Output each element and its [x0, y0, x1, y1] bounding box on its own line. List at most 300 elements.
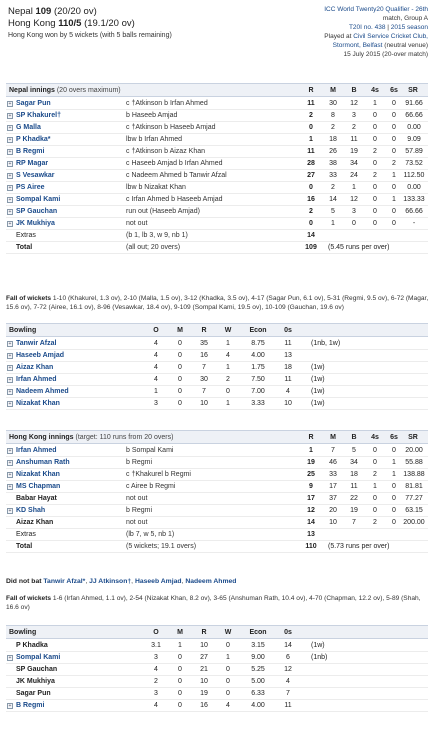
bowling-wickets: 0 [226, 642, 230, 649]
series-link[interactable]: ICC World Twenty20 Qualifier - 26th [324, 6, 428, 13]
dismissal: c †Atkinson b Aizaz Khan [126, 148, 205, 155]
expand-toggle-icon[interactable]: + [8, 101, 12, 107]
expand-toggle-icon[interactable]: + [8, 173, 12, 179]
batsman-name[interactable]: Irfan Ahmed [16, 447, 57, 454]
dismissal: lbw b Irfan Ahmed [126, 136, 183, 143]
batting-strike-rate: 66.66 [405, 112, 423, 119]
did-not-bat-player[interactable]: JJ Atkinson† [89, 578, 132, 585]
bowling-overs: 4 [154, 364, 158, 371]
dismissal: c †Atkinson b Irfan Ahmed [126, 100, 208, 107]
bowling-dots: 11 [284, 376, 292, 383]
batting-row [6, 493, 428, 505]
col-header-econ: Econ [249, 629, 267, 636]
venue-prefix: Played at [324, 33, 354, 40]
innings2-fow [6, 594, 430, 612]
batsman-name[interactable]: MS Chapman [16, 483, 61, 490]
bowling-overs: 3 [154, 690, 158, 697]
batting-sixes: 0 [392, 208, 396, 215]
bowling-dots: 7 [286, 690, 290, 697]
bowling-runs: 7 [202, 364, 206, 371]
bowling-economy: 9.00 [251, 654, 265, 661]
bowling-dots: 13 [284, 352, 292, 359]
expand-toggle-icon[interactable]: + [8, 221, 12, 227]
bowling-dots: 12 [284, 666, 292, 673]
bowling-economy: 8.75 [251, 340, 265, 347]
batting-minutes: 46 [329, 459, 337, 466]
batting-runs: 17 [307, 495, 315, 502]
bowler-name: P Khadka [16, 642, 48, 649]
batting-sixes: 1 [392, 172, 396, 179]
batsman-name[interactable]: G Malla [16, 124, 41, 131]
batting-runs: 11 [307, 148, 315, 155]
bowling-row [6, 398, 428, 410]
batting-row [6, 122, 428, 134]
expand-toggle-icon[interactable]: + [8, 460, 12, 466]
batting-balls: 19 [350, 148, 358, 155]
bowling-runs: 7 [202, 388, 206, 395]
col-header-0s: 0s [284, 327, 292, 334]
batting-balls: 11 [350, 136, 358, 143]
expand-toggle-icon[interactable]: + [8, 484, 12, 490]
bowling-row [6, 640, 428, 652]
col-header-m: M [177, 327, 183, 334]
bowling-economy: 3.15 [251, 642, 265, 649]
bowling-runs: 30 [200, 376, 208, 383]
expand-toggle-icon[interactable]: + [8, 703, 12, 709]
bowling-maidens: 0 [178, 364, 182, 371]
dismissal: run out (Haseeb Amjad) [126, 208, 200, 215]
col-header-m: M [330, 87, 336, 94]
batting-sixes: 2 [392, 160, 396, 167]
batting-balls: 3 [352, 112, 356, 119]
bowling-dots: 11 [284, 702, 292, 709]
dismissal: c †Atkinson b Haseeb Amjad [126, 124, 216, 131]
expand-toggle-icon[interactable]: + [8, 353, 12, 359]
batting-sixes: 0 [392, 447, 396, 454]
batting-sixes: 1 [392, 471, 396, 478]
fow-detail: 1-10 (Khakurel, 1.3 ov), 2-10 (Malla, 1.5 ov), 3-12 (Khadka, 3.5 ov), 4-17 (Sagar Pun, 6.1 ov), 5-31 (Regmi, 9.5 ov), 6-72 (Magar, 15.6 ov), 7-72 (Airee, 16.1 ov), 8-96 (Vesawkar, 18.4 ov), 9-109 (Sompal Kami, 19.5 ov), 10-109 (Gauchan, 19.6 ov) [6, 295, 429, 311]
bowling-runs: 35 [200, 340, 208, 347]
run-rate: (5.73 runs per over) [328, 543, 390, 550]
batting-fours: 0 [373, 136, 377, 143]
batting-minutes: 1 [331, 220, 335, 227]
total-value: 110 [305, 543, 317, 550]
innings2-header [6, 430, 428, 444]
bowling-maidens: 0 [178, 666, 182, 673]
bowler-name[interactable]: Haseeb Amjad [16, 352, 64, 359]
expand-toggle-icon[interactable]: + [8, 341, 12, 347]
bowling-row [6, 700, 428, 712]
col-header-r: R [201, 327, 207, 334]
bowling-economy: 4.00 [251, 702, 265, 709]
expand-toggle-icon[interactable]: + [8, 209, 12, 215]
bowling-extras: (1w) [311, 388, 325, 395]
batting-strike-rate: 77.27 [405, 495, 423, 502]
team2-overs: (19.1/20 ov) [84, 18, 135, 29]
bowling-overs: 1 [154, 388, 158, 395]
col-header-econ: Econ [249, 327, 267, 334]
batsman-name[interactable]: Nizakat Khan [16, 471, 60, 478]
batting-balls: 3 [352, 208, 356, 215]
separator: | [385, 24, 391, 31]
bowling-wickets: 0 [226, 678, 230, 685]
batsman-name[interactable]: JK Mukhiya [16, 220, 55, 227]
venue-link[interactable]: Civil Service Cricket Club, [353, 33, 428, 40]
batting-fours: 2 [373, 172, 377, 179]
expand-toggle-icon[interactable]: + [8, 137, 12, 143]
batting-fours: 1 [373, 100, 377, 107]
batting-fours: 2 [373, 519, 377, 526]
batsman-name[interactable]: RP Magar [16, 160, 49, 167]
batting-sixes: 0 [392, 136, 396, 143]
expand-toggle-icon[interactable]: + [8, 125, 12, 131]
bowling-economy: 4.00 [251, 352, 265, 359]
batting-row [6, 517, 428, 529]
batting-runs: 28 [307, 160, 315, 167]
team1-score-line [8, 6, 268, 18]
batsman-name[interactable]: SP Gauchan [16, 208, 58, 215]
match-header [8, 6, 268, 39]
batting-balls: 1 [352, 184, 356, 191]
dismissal: c Haseeb Amjad b Irfan Ahmed [126, 160, 223, 167]
bowling-dots: 4 [286, 678, 290, 685]
col-header-w: W [224, 629, 232, 636]
fow-label: Fall of wickets [6, 295, 52, 302]
innings1-header [6, 83, 428, 97]
team1-name: Nepal [8, 6, 33, 17]
bowler-name[interactable]: Nadeem Ahmed [16, 388, 69, 395]
batting-strike-rate: - [412, 220, 416, 227]
expand-toggle-icon[interactable]: + [8, 149, 12, 155]
team1-score: 109 [35, 6, 52, 17]
extras-label: Extras [16, 232, 36, 239]
run-rate: (5.45 runs per over) [328, 244, 390, 251]
bowling-row [6, 350, 428, 362]
did-not-bat-player[interactable]: Nadeem Ahmed [185, 578, 237, 585]
match-date: 15 July 2015 (20-over match) [343, 51, 428, 58]
batting-fours: 0 [373, 220, 377, 227]
batsman-name[interactable]: Anshuman Rath [16, 459, 70, 466]
bowling-row [6, 362, 428, 374]
batting-minutes: 18 [329, 136, 337, 143]
batting-minutes: 2 [331, 184, 335, 191]
batsman-name[interactable]: SP Khakurel† [16, 112, 62, 119]
batting-sixes: 0 [392, 519, 396, 526]
bowling-runs: 10 [200, 678, 208, 685]
bowling-maidens: 0 [178, 400, 182, 407]
batting-row [6, 134, 428, 146]
expand-toggle-icon[interactable]: + [8, 197, 12, 203]
bowling-economy: 3.33 [251, 400, 265, 407]
expand-toggle-icon[interactable]: + [8, 389, 12, 395]
bowling-economy: 7.00 [251, 388, 265, 395]
bowling-dots: 11 [284, 340, 292, 347]
batting-strike-rate: 91.66 [405, 100, 423, 107]
expand-toggle-icon[interactable]: + [8, 365, 12, 371]
batting-runs: 11 [307, 100, 315, 107]
batting-balls: 0 [352, 220, 356, 227]
col-header-sr: SR [408, 87, 418, 94]
bowling-maidens: 0 [178, 376, 182, 383]
expand-toggle-icon[interactable]: + [8, 113, 12, 119]
bowling-row [6, 652, 428, 664]
batsman-name: Babar Hayat [16, 495, 57, 502]
expand-toggle-icon[interactable]: + [8, 161, 12, 167]
batting-runs: 27 [307, 172, 315, 179]
dismissal: lbw b Nizakat Khan [126, 184, 186, 191]
bowling-maidens: 0 [178, 340, 182, 347]
batting-balls: 34 [350, 160, 358, 167]
bowling-dots: 14 [284, 642, 292, 649]
batting-strike-rate: 20.00 [405, 447, 423, 454]
bowling-economy: 6.33 [251, 690, 265, 697]
bowler-name[interactable]: B Regmi [16, 702, 45, 709]
season-link[interactable]: 2015 season [390, 24, 428, 31]
col-header-b: B [351, 87, 357, 94]
bowling-wickets: 1 [226, 364, 230, 371]
bowling-runs: 19 [200, 690, 208, 697]
match-number: match, Group A [382, 15, 428, 22]
batting-strike-rate: 112.50 [403, 172, 425, 179]
bowling-extras: (1nb) [311, 654, 328, 661]
bowling-extras: (1w) [311, 376, 325, 383]
bowling-economy: 5.00 [251, 678, 265, 685]
dismissal: not out [126, 519, 148, 526]
expand-toggle-icon[interactable]: + [8, 401, 12, 407]
bowler-name[interactable]: Tanwir Afzal [16, 340, 57, 347]
batsman-name: Aizaz Khan [16, 519, 54, 526]
batting-sixes: 0 [392, 124, 396, 131]
bowling-dots: 18 [284, 364, 292, 371]
batting-strike-rate: 200.00 [403, 519, 425, 526]
bowling-extras: (1w) [311, 642, 325, 649]
team1-overs: (20/20 ov) [53, 6, 97, 17]
dismissal: b Regmi [126, 507, 153, 514]
did-not-bat-player[interactable]: Tanwir Afzal* [43, 578, 86, 585]
innings1-header-subtitle: (20 overs maximum) [54, 87, 121, 94]
batting-balls: 5 [352, 447, 356, 454]
col-header-0s: 0s [284, 629, 292, 636]
bowler-name: JK Mukhiya [16, 678, 55, 685]
bowling-economy: 7.50 [251, 376, 265, 383]
batting-minutes: 38 [329, 160, 337, 167]
bowler-name[interactable]: Irfan Ahmed [16, 376, 57, 383]
innings2-header-title: Hong Kong innings [9, 434, 74, 441]
batting-strike-rate: 133.33 [403, 196, 425, 203]
bowling-wickets: 4 [226, 702, 230, 709]
batting-minutes: 8 [331, 112, 335, 119]
batting-fours: 0 [373, 124, 377, 131]
fow-detail: 1-6 (Irfan Ahmed, 1.1 ov), 2-54 (Nizakat Khan, 8.2 ov), 3-65 (Anshuman Rath, 10.4 ov), 4-70 (Chapman, 12.2 ov), 5-89 (Shah, 16.6 ov) [6, 595, 421, 611]
venue-link-2[interactable]: Stormont, Belfast [332, 42, 383, 49]
venue-suffix: (neutral venue) [382, 42, 428, 49]
bowling-maidens: 0 [178, 654, 182, 661]
batting-minutes: 10 [329, 519, 337, 526]
batting-minutes: 14 [329, 196, 337, 203]
batsman-name[interactable]: Sompal Kami [16, 196, 61, 203]
bowling-dots: 6 [286, 654, 290, 661]
batsman-name[interactable]: Sagar Pun [16, 100, 51, 107]
dismissal: not out [126, 220, 148, 227]
batting-runs: 2 [309, 112, 313, 119]
expand-toggle-icon[interactable]: + [8, 377, 12, 383]
batting-fours: 0 [373, 459, 377, 466]
bowling-runs: 16 [200, 702, 208, 709]
batting-runs: 16 [307, 196, 315, 203]
col-header-6s: 6s [390, 87, 398, 94]
batsman-name[interactable]: KD Shah [16, 507, 46, 514]
batting-sixes: 1 [392, 196, 396, 203]
batting-row [6, 146, 428, 158]
expand-toggle-icon[interactable]: + [8, 655, 12, 661]
expand-toggle-icon[interactable]: + [8, 448, 12, 454]
bowling-row [6, 676, 428, 688]
batsman-name[interactable]: P Khadka* [16, 136, 51, 143]
bowling-runs: 21 [200, 666, 208, 673]
dismissal: c Airee b Regmi [126, 483, 176, 490]
bowler-name: Sagar Pun [16, 690, 51, 697]
bowler-name[interactable]: Sompal Kami [16, 654, 61, 661]
bowler-name[interactable]: Aizaz Khan [16, 364, 54, 371]
match-info [278, 5, 428, 59]
batting-balls: 7 [352, 519, 356, 526]
bowling-overs: 4 [154, 340, 158, 347]
batting-balls: 18 [350, 471, 358, 478]
bowling-maidens: 0 [178, 352, 182, 359]
bowling-economy: 5.25 [251, 666, 265, 673]
fow-label: Fall of wickets [6, 595, 52, 602]
innings1-bowling-header-title: Bowling [9, 327, 37, 334]
bowling-wickets: 0 [226, 690, 230, 697]
batting-runs: 1 [309, 447, 313, 454]
bowling-dots: 4 [286, 388, 290, 395]
innings2-header-subtitle: (target: 110 runs from 20 overs) [73, 434, 174, 441]
total-row [6, 242, 428, 254]
bowling-wickets: 4 [226, 352, 230, 359]
did-not-bat-player[interactable]: Haseeb Amjad [134, 578, 182, 585]
batting-minutes: 2 [331, 124, 335, 131]
match-result: Hong Kong won by 5 wickets (with 5 balls remaining) [8, 32, 172, 39]
bowling-overs: 3 [154, 654, 158, 661]
batting-balls: 12 [350, 196, 358, 203]
col-header-r: R [308, 434, 314, 441]
bowling-maidens: 1 [178, 642, 182, 649]
bowling-runs: 27 [200, 654, 208, 661]
batting-sixes: 0 [392, 112, 396, 119]
team2-score-line [8, 18, 268, 30]
col-header-b: B [351, 434, 357, 441]
dismissal: b Sompal Kami [126, 447, 174, 454]
batting-sixes: 0 [392, 148, 396, 155]
batting-minutes: 33 [329, 471, 337, 478]
extras-row [6, 529, 428, 541]
col-header-o: O [153, 629, 159, 636]
innings2-bowling-header [6, 625, 428, 639]
batting-balls: 19 [350, 507, 358, 514]
bowling-economy: 1.75 [251, 364, 265, 371]
expand-toggle-icon[interactable]: + [8, 472, 12, 478]
extras-label: Extras [16, 531, 36, 538]
expand-toggle-icon[interactable]: + [8, 508, 12, 514]
bowling-maidens: 0 [178, 702, 182, 709]
bowling-dots: 10 [284, 400, 292, 407]
extras-row [6, 230, 428, 242]
batsman-name[interactable]: S Vesawkar [16, 172, 55, 179]
batting-fours: 0 [373, 160, 377, 167]
batting-strike-rate: 138.88 [403, 471, 425, 478]
batting-runs: 0 [309, 184, 313, 191]
batting-minutes: 30 [329, 100, 337, 107]
batting-sixes: 0 [392, 100, 396, 107]
dismissal: b Haseeb Amjad [126, 112, 178, 119]
batting-fours: 0 [373, 112, 377, 119]
batting-balls: 2 [352, 124, 356, 131]
batting-sixes: 0 [392, 483, 396, 490]
total-detail: (all out; 20 overs) [126, 244, 181, 251]
bowling-runs: 16 [200, 352, 208, 359]
expand-toggle-icon[interactable]: + [8, 185, 12, 191]
col-header-6s: 6s [390, 434, 398, 441]
extras-detail: (b 1, lb 3, w 9, nb 1) [126, 232, 188, 239]
batting-minutes: 20 [329, 507, 337, 514]
batting-row [6, 158, 428, 170]
bowling-overs: 3 [154, 400, 158, 407]
col-header-4s: 4s [371, 434, 379, 441]
batting-row [6, 110, 428, 122]
bowler-name[interactable]: Nizakat Khan [16, 400, 60, 407]
bowling-row [6, 386, 428, 398]
t20i-link[interactable]: T20I no. 438 [348, 24, 386, 31]
batting-balls: 11 [350, 483, 358, 490]
batting-balls: 24 [350, 172, 358, 179]
batting-row [6, 170, 428, 182]
col-header-4s: 4s [371, 87, 379, 94]
batting-balls: 12 [350, 100, 358, 107]
bowling-overs: 4 [154, 702, 158, 709]
batsman-name[interactable]: PS Airee [16, 184, 45, 191]
batting-strike-rate: 81.81 [405, 483, 423, 490]
col-header-o: O [153, 327, 159, 334]
dismissal: c †Khakurel b Regmi [126, 471, 191, 478]
total-detail: (5 wickets; 19.1 overs) [126, 543, 197, 550]
batting-fours: 0 [373, 447, 377, 454]
bowling-row [6, 688, 428, 700]
batting-row [6, 445, 428, 457]
batting-row [6, 194, 428, 206]
batting-runs: 25 [307, 471, 315, 478]
did-not-bat: Did not bat Tanwir Afzal*, JJ Atkinson†, Haseeb Amjad, Nadeem Ahmed [6, 578, 237, 585]
bowling-wickets: 2 [226, 376, 230, 383]
batting-runs: 0 [309, 124, 313, 131]
batting-strike-rate: 55.88 [405, 459, 423, 466]
did-not-bat-label: Did not bat [6, 578, 42, 585]
batting-row [6, 505, 428, 517]
bowling-extras: (1nb, 1w) [311, 340, 341, 347]
innings1-bowling-header [6, 323, 428, 337]
batsman-name[interactable]: B Regmi [16, 148, 45, 155]
batting-sixes: 0 [392, 507, 396, 514]
bowling-overs: 4 [154, 666, 158, 673]
batting-row [6, 206, 428, 218]
batting-fours: 2 [373, 148, 377, 155]
col-header-sr: SR [408, 434, 418, 441]
bowling-overs: 4 [154, 352, 158, 359]
col-header-r: R [201, 629, 207, 636]
batting-sixes: 0 [392, 184, 396, 191]
bowling-wickets: 0 [226, 388, 230, 395]
batting-fours: 1 [373, 483, 377, 490]
batting-row [6, 182, 428, 194]
